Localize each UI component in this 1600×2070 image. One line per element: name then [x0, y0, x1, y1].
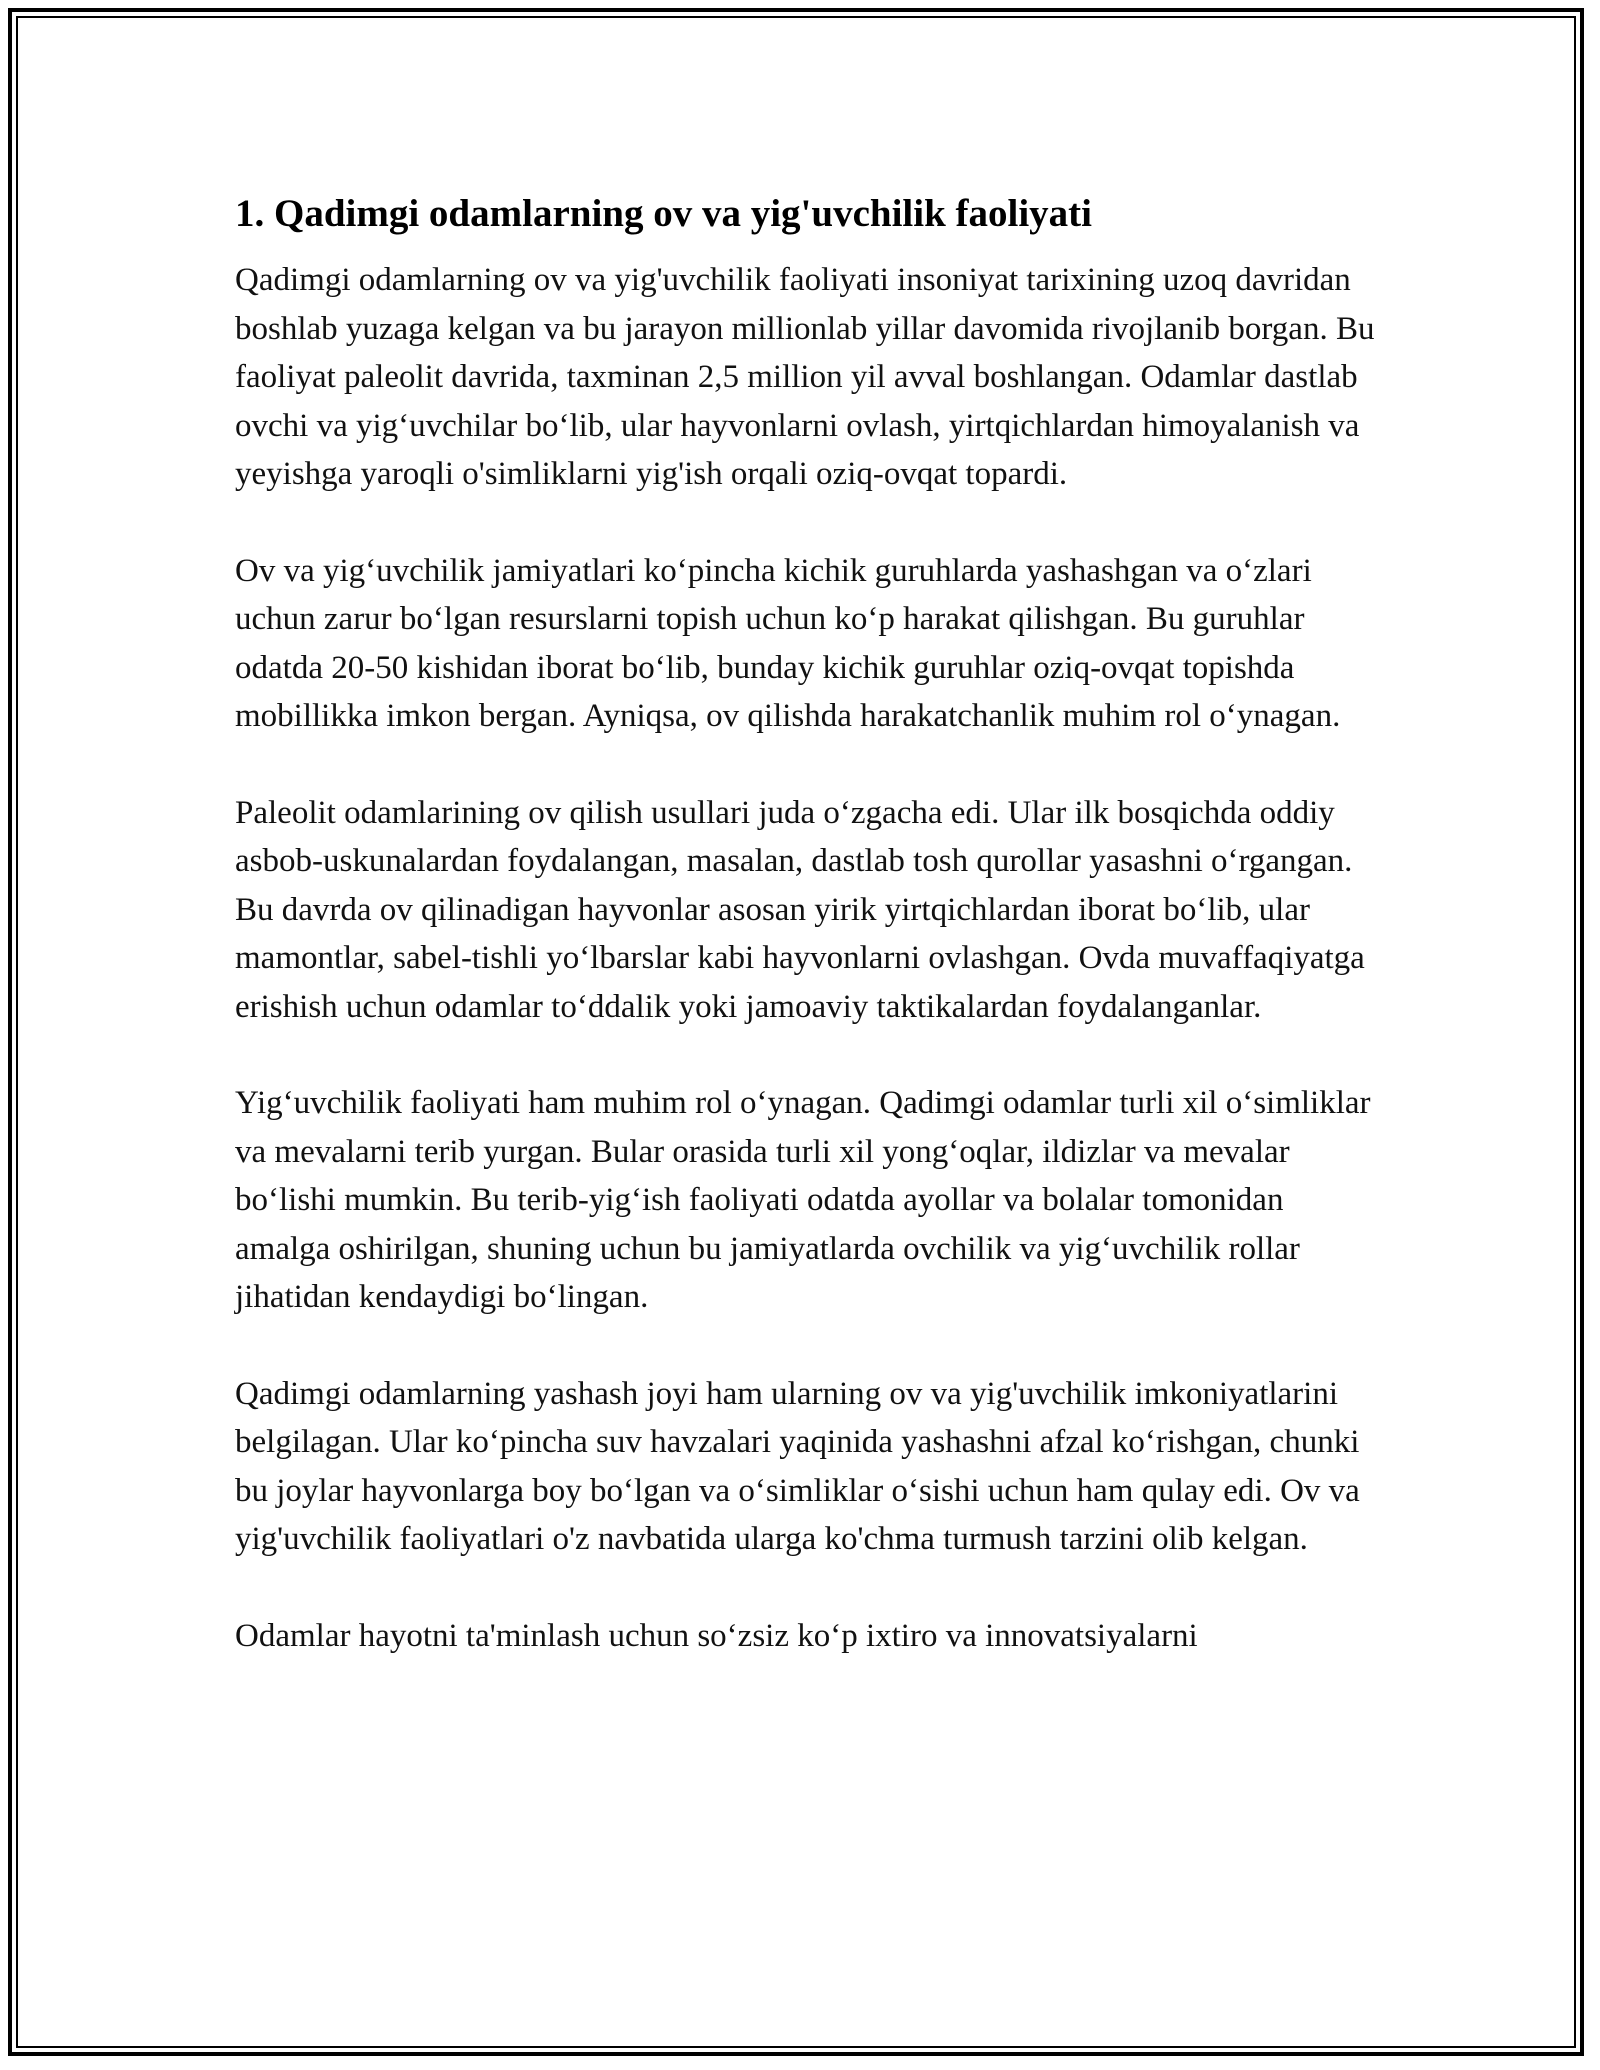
document-body	[235, 186, 1375, 1708]
paragraph-3: Paleolit odamlarining ov qilish usullari juda o‘zgacha edi. Ular ilk bosqichda oddiy asbob-uskunalardan foydalangan, masalan, dastlab tosh qurollar yasashni o‘rgangan. Bu davrda ov qilinadigan hayvonlar asosan yirik yirtqichlardan iborat bo‘lib, ular mamontlar, sabel-tishli yo‘lbarslar kabi hayvonlarni ovlashgan. Ovda muvaffaqiyatga erishish uchun odamlar to‘ddalik yoki jamoaviy taktikalardan foydalanganlar.	[235, 794, 1365, 1025]
paragraph-2: Ov va yig‘uvchilik jamiyatlari ko‘pincha kichik guruhlarda yashashgan va o‘zlari uchun zarur bo‘lgan resurslarni topish uchun ko‘p harakat qilishgan. Bu guruhlar odatda 20-50 kishidan iborat bo‘lib, bunday kichik guruhlar oziq-ovqat topishda mobillikka imkon bergan. Ayniqsa, ov qilishda harakatchanlik muhim rol o‘ynagan.	[235, 552, 1341, 734]
paragraph-1: Qadimgi odamlarning ov va yig'uvchilik faoliyati insoniyat tarixining uzoq davridan boshlab yuzaga kelgan va bu jarayon millionlab yillar davomida rivojlanib borgan. Bu faoliyat paleolit davrida, taxminan 2,5 million yil avval boshlangan. Odamlar dastlab ovchi va yig‘uvchilar bo‘lib, ular hayvonlarni ovlash, yirtqichlardan himoyalanish va yeyishga yaroqli o'simliklarni yig'ish orqali oziq-ovqat topardi.	[235, 262, 1375, 492]
paragraph-4: Yig‘uvchilik faoliyati ham muhim rol o‘ynagan. Qadimgi odamlar turli xil o‘simliklar va mevalarni terib yurgan. Bular orasida turli xil yong‘oqlar, ildizlar va mevalar bo‘lishi mumkin. Bu terib-yig‘ish faoliyati odatda ayollar va bolalar tomonidan amalga oshirilgan, shuning uchun bu jamiyatlarda ovchilik va yig‘uvchilik rollar jihatidan kendaydigi bo‘lingan.	[235, 1085, 1371, 1315]
paragraph-6: Odamlar hayotni ta'minlash uchun so‘zsiz ko‘p ixtiro va innovatsiyalarni	[235, 1617, 1198, 1654]
paragraph-5: Qadimgi odamlarning yashash joyi ham ularning ov va yig'uvchilik imkoniyatlarini belgilagan. Ular ko‘pincha suv havzalari yaqinida yashashni afzal ko‘rishgan, chunki bu joylar hayvonlarga boy bo‘lgan va o‘simliklar o‘sishi uchun ham qulay edi. Ov va yig'uvchilik faoliyatlari o'z navbatida ularga ko'chma turmush tarzini olib kelgan.	[235, 1375, 1360, 1557]
section-heading: 1. Qadimgi odamlarning ov va yig'uvchilik faoliyati	[235, 192, 1093, 235]
